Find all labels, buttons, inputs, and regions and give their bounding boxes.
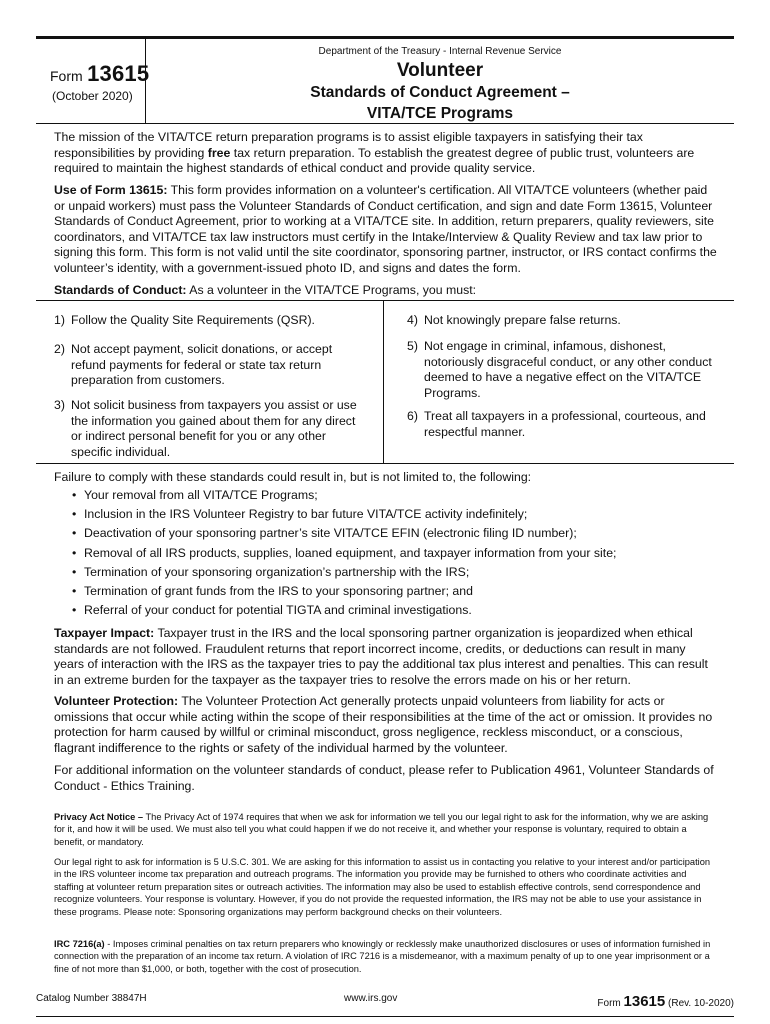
standard-text: Follow the Quality Site Requirements (QSR). [71,313,315,327]
consequence-text: Termination of grant funds from the IRS to your sponsoring partner; and [84,584,473,599]
footer-form-number: 13615 [623,993,666,1010]
mission-paragraph [54,130,718,177]
column-divider [383,301,384,464]
form-title: Volunteer [396,60,484,81]
list-item: • Referral of your conduct for potential TIGTA and criminal investigations. [72,603,472,618]
irs-website: www.irs.gov [344,993,398,1004]
standard-text: Not accept payment, solicit donations, or accept refund payments for federal or state tax return preparation from customers. [71,342,333,388]
use-of-form-text: This form provides information on a volunteer's certification. All VITA/TCE volunteers (whether paid or unpaid workers) must pass the Volunteer Standards of Conduct certification, and sign and date Form 13615, Volunteer Standards of Conduct Agreement, prior to working at a VITA/TCE site. In addition, return preparers, quality reviewers, site coordinators, and VITA/TCE tax law instructors must certify in the Intake/Interview & Quality Review and tax law prior to signing this form. This form is not valid until the site coordinator, sponsoring partner, instructor, or IRS contact confirms the volunteer’s identity, with a government-issued photo ID, and signs and dates the form. [54,183,717,275]
standards-intro: As a volunteer in the VITA/TCE Programs, you must: [186,283,477,297]
consequence-text: Your removal from all VITA/TCE Programs; [84,488,318,502]
list-item: • Your removal from all VITA/TCE Programs; [72,488,318,502]
form-id-box [36,39,150,124]
privacy-text: The Privacy Act of 1974 requires that when we ask for information we tell you our legal right to ask for the information, why we are asking for it, and how it will be used. We must also tell you what could happen if we do not receive it, and whether your response is voluntary, required to obtain a benefit, or mandatory. [54,812,709,847]
mission-text-1: The mission of the VITA/TCE return preparation programs is to assist eligible taxpayers in satisfying their tax responsibilities by providing [54,130,643,160]
list-item: • Termination of your sponsoring organization’s partnership with the IRS; [72,564,470,579]
mission-text-2: tax return preparation. To establish the greatest degree of public trust, volunteers are required to maintain the highest standards of ethical conduct and provide quality service. [54,145,695,176]
additional-info-paragraph: For additional information on the volunteer standards of conduct, please refer to Publication 4961, Volunteer Standards of Conduct - Ethics Training. [54,763,714,793]
list-item: • Termination of grant funds from the IRS to your sponsoring partner; and [72,584,473,599]
standard-number: 2) [54,342,65,356]
mission-bold: free [207,145,231,160]
standards-paragraph [54,283,718,299]
standards-heading: Standards of Conduct: [54,283,187,297]
privacy-notice [54,811,718,848]
standard-number: 6) [407,409,418,423]
irc-paragraph [54,938,718,975]
standard-text: Not engage in criminal, infamous, dishonest, notoriously disgraceful conduct, or any other conduct deemed to have a negative effect on the VITA/TCE Programs. [424,339,712,400]
irc-heading: IRC 7216(a) [54,939,105,949]
consequence-text: Inclusion in the IRS Volunteer Registry to bar future VITA/TCE activity indefinitely; [84,507,528,522]
department-line: Department of the Treasury - Internal Revenue Service [318,46,562,57]
taxpayer-impact-text: Taxpayer trust in the IRS and the local sponsoring partner organization is jeopardized when ethical standards are not followed. Fraudulent returns that report incorrect income, credits, or deductions can result in many years of interaction with the IRS as the taxpayer tries to pay the additional tax plus interest and penalties. This can result in an extreme burden for the taxpayer as the taxpayer tries to resolve the errors made on his or her return. [54,626,708,687]
consequence-text: Termination of your sponsoring organization’s partnership with the IRS; [84,564,470,579]
consequence-text: Referral of your conduct for potential TIGTA and criminal investigations. [84,603,472,618]
form-header [36,36,734,124]
footer-revision: (Rev. 10-2020) [668,998,734,1009]
form-subtitle: Standards of Conduct Agreement – [310,84,570,101]
list-item: • Inclusion in the IRS Volunteer Registry to bar future VITA/TCE activity indefinitely; [72,507,528,522]
privacy-heading: Privacy Act Notice – [54,812,144,822]
standards-table [36,300,734,464]
failure-intro: Failure to comply with these standards could result in, but is not limited to, the following: [54,470,532,484]
consequence-text: Removal of all IRS products, supplies, loaned equipment, and taxpayer information from your site; [84,545,617,560]
consequence-text: Deactivation of your sponsoring partner’s site VITA/TCE EFIN (electronic filing ID number); [84,526,577,541]
standard-text: Not solicit business from taxpayers you assist or use the information you gained about them for any direct or indirect personal benefit for you or any other specific individual. [71,398,357,459]
footer-form-word: Form [597,998,621,1009]
footer-form-id [597,993,734,1010]
standard-number: 1) [54,313,65,327]
standard-text: Not knowingly prepare false returns. [424,313,621,327]
standard-text: Treat all taxpayers in a professional, courteous, and respectful manner. [424,409,706,439]
taxpayer-impact-heading: Taxpayer Impact: [54,626,155,640]
catalog-number: Catalog Number 38847H [36,993,147,1004]
form-word: Form [50,68,83,84]
title-block [146,39,734,124]
form-number: 13615 [87,61,150,86]
footer-rule [36,1016,734,1017]
standard-number: 5) [407,339,418,353]
volunteer-protection-text: The Volunteer Protection Act generally protects unpaid volunteers from liability for acts or omissions that occur while acting within the scope of their responsibilities at the time of the act or omission. It provides no protection for harm caused by willful or criminal misconduct, gross negligence, reckless misconduct, or a conscious, flagrant indifference to the rights or safety of the individual harmed by the volunteer. [54,694,713,755]
list-item: • Deactivation of your sponsoring partner’s site VITA/TCE EFIN (electronic filing ID number); [72,526,577,541]
volunteer-protection-paragraph [54,694,718,756]
taxpayer-impact-paragraph [54,626,718,688]
list-item: • Removal of all IRS products, supplies, loaned equipment, and taxpayer information from your site; [72,545,617,560]
legal-right-paragraph: Our legal right to ask for information is 5 U.S.C. 301. We are asking for this information to assist us in contacting you relative to your interest and/or participation in the IRS volunteer income tax preparation and outreach programs. The information you provide may be furnished to others who coordinate activities and staffing at volunteer return preparation sites or outreach activities. The information may also be used to establish effective controls, send correspondence and recognize volunteers. Your response is voluntary. However, if you do not provide the requested information, the IRS may not be able to use your assistance in these programs. Please note: Sponsoring organizations may perform background checks on their volunteers. [54,857,711,917]
form-id [50,61,149,87]
form-date: (October 2020) [52,89,133,103]
standard-number: 4) [407,313,418,327]
use-of-form-heading: Use of Form 13615: [54,183,168,197]
irc-text: - Imposes criminal penalties on tax return preparers who knowingly or recklessly make unauthorized disclosures or uses of information furnished in connection with the preparation of an income tax return. A violation of IRC 7216 is a misdemeanor, with a maximum penalty of up to one year imprisonment or a fine of not more than $1,000, or both, together with the cost of prosecution. [54,939,711,974]
form-subtitle-programs: VITA/TCE Programs [366,105,514,122]
volunteer-protection-heading: Volunteer Protection: [54,694,179,708]
consequences-list [72,486,712,620]
standard-number: 3) [54,398,65,412]
use-of-form-paragraph [54,183,718,277]
